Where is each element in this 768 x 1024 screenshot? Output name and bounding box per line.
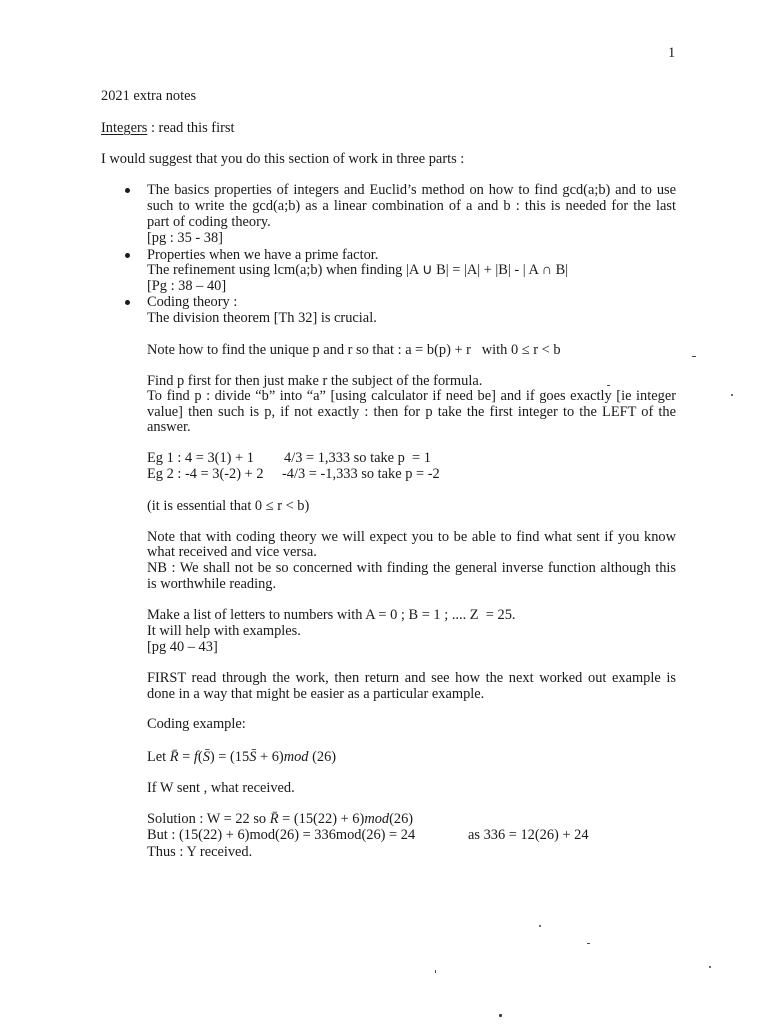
solution-variable-r: R̄: [269, 811, 279, 827]
part-2-line: Properties when we have a prime factor.: [147, 247, 379, 263]
unique-pr-note: Note how to find the unique p and r so that : a = b(p) + r with 0 ≤ r < b: [147, 342, 561, 358]
letters-line: It will help with examples.: [147, 623, 301, 639]
solution-mod: mod: [364, 811, 390, 827]
part-1-line: such to write the gcd(a;b) as a linear combination of a and b : this is needed for the last: [147, 198, 676, 214]
formula-text: (: [197, 749, 203, 765]
solution-line: Thus : Y received.: [147, 844, 253, 860]
bullet-icon: [125, 253, 130, 258]
part-2-page-ref: [Pg : 38 – 40]: [147, 278, 227, 294]
find-p-line: value] then such is p, if not exactly : then for p take the first integer to the LEFT of the: [147, 404, 676, 420]
coding-formula: [147, 749, 336, 765]
first-read-line: FIRST read through the work, then return and see how the next worked out example is: [147, 670, 676, 686]
section-title: Integers: [101, 120, 148, 136]
letters-line: Make a list of letters to numbers with A = 0 ; B = 1 ; .... Z = 25.: [147, 607, 516, 623]
page-number: 1: [668, 45, 676, 61]
notes-heading: 2021 extra notes: [101, 88, 197, 104]
example-equation: Eg 1 : 4 = 3(1) + 1: [147, 450, 254, 466]
part-2-line: The refinement using lcm(a;b) when finding |A ∪ B| = |A| + |B| - | A ∩ B|: [147, 262, 569, 278]
nb-line: is worthwhile reading.: [147, 576, 277, 592]
example-equation: Eg 2 : -4 = 3(-2) + 2: [147, 466, 264, 482]
solution-line: [147, 811, 413, 827]
formula-text: (26): [308, 749, 337, 765]
bullet-icon: [125, 300, 130, 305]
solution-text: = (15(22) + 6): [278, 811, 365, 827]
expectation-line: Note that with coding theory we will expect you to be able to find what sent if you know: [147, 529, 676, 545]
expectation-line: what received and vice versa.: [147, 544, 317, 560]
formula-text: Let: [147, 749, 170, 765]
bullet-icon: [125, 188, 130, 193]
solution-line: But : (15(22) + 6)mod(26) = 336mod(26) = 24: [147, 827, 416, 843]
letters-page-ref: [pg 40 – 43]: [147, 639, 218, 655]
first-read-line: done in a way that might be easier as a particular example.: [147, 686, 485, 702]
section-heading: [101, 120, 234, 136]
scan-speck: [607, 385, 610, 386]
part-1-line: part of coding theory.: [147, 214, 271, 230]
example-quotient: 4/3 = 1,333 so take p = 1: [284, 450, 431, 466]
scan-speck: [692, 356, 696, 357]
example-quotient: -4/3 = -1,333 so take p = -2: [282, 466, 440, 482]
formula-text: + 6): [256, 749, 284, 765]
section-subtitle: : read this first: [147, 120, 235, 136]
part-1-page-ref: [pg : 35 - 38]: [147, 230, 223, 246]
part-1-line: The basics properties of integers and Euclid’s method on how to find gcd(a;b) and to use: [147, 182, 676, 198]
formula-variable-s: S̄: [202, 749, 210, 765]
formula-variable-s: S̄: [249, 749, 257, 765]
nb-line: NB : We shall not be so concerned with finding the general inverse function although this: [147, 560, 676, 576]
scan-speck: [709, 966, 711, 968]
coding-question: If W sent , what received.: [147, 780, 295, 796]
find-p-line: To find p : divide “b” into “a” [using calculator if need be] and if goes exactly [ie integer: [147, 388, 676, 404]
intro-text: I would suggest that you do this section of work in three parts :: [101, 151, 465, 167]
formula-mod: mod: [283, 749, 309, 765]
solution-note: as 336 = 12(26) + 24: [468, 827, 589, 843]
solution-text: Solution : W = 22 so: [147, 811, 270, 827]
scan-speck: [499, 1014, 502, 1017]
formula-function-f: f: [193, 749, 198, 765]
scan-speck: [587, 943, 590, 944]
part-3-line: The division theorem [Th 32] is crucial.: [147, 310, 377, 326]
coding-example-title: Coding example:: [147, 716, 246, 732]
find-p-line: Find p first for then just make r the subject of the formula.: [147, 373, 483, 389]
formula-text: ) = (15: [209, 749, 250, 765]
scan-speck: [539, 925, 541, 927]
find-p-line: answer.: [147, 419, 191, 435]
solution-text: (26): [389, 811, 414, 827]
essential-note: (it is essential that 0 ≤ r < b): [147, 498, 310, 514]
formula-variable-r: R̄: [169, 749, 179, 765]
part-3-title: Coding theory :: [147, 294, 238, 310]
formula-text: =: [178, 749, 194, 765]
scan-speck: [435, 970, 436, 973]
scan-speck: [731, 394, 733, 396]
